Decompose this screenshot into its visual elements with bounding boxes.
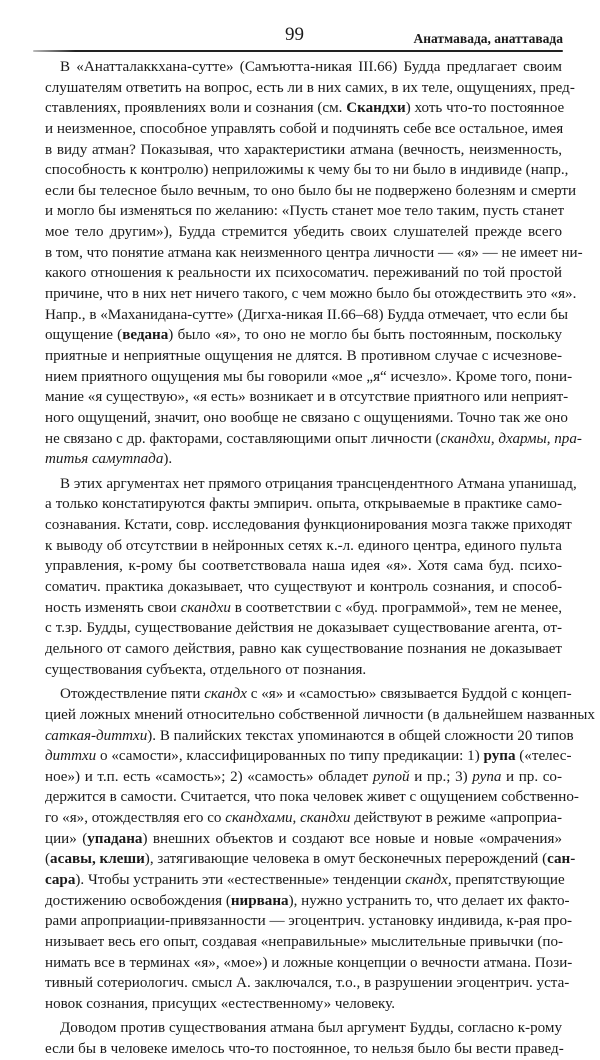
text-line: ции» (упадана) внешних объектов и создают все новые и новые «омрачения»	[45, 830, 562, 847]
text-line: в виду атман? Показывая, что характеристики атмана (вечность, неизменность,	[45, 141, 562, 158]
paragraph	[45, 684, 595, 1014]
text-line: В этих аргументах нет прямого отрицания трансцендентного Атмана упанишад,	[60, 475, 577, 492]
text-line: ного ощущений, значит, оно вообще не связано с ощущениями. Точно так же оно	[45, 409, 568, 426]
text-line: низывает весь его опыт, создавая «неправильные» мыслительные привычки (по-	[45, 933, 564, 950]
header-rule	[33, 50, 563, 52]
text-line: сара). Чтобы устранить эти «естественные» тенденции скандх, препятствующие	[45, 871, 565, 888]
text-line: ное») и т.п. есть «самость»; 2) «самость» обладет рупой и пр.; 3) рупа и пр. со-	[45, 768, 562, 785]
text-line: и могло бы изменяться по желанию: «Пусть станет мое тело таким, пусть станет	[45, 203, 565, 220]
text-line: способность к контролю) неприложимы к чему бы то ни было в индивиде (напр.,	[45, 162, 569, 179]
text-line: тивный сотериологич. смысл А. заключался, т.о., в разрушении эгоцентрич. уста-	[45, 975, 570, 992]
text-line: управления, к-рому бы соответствовала наша идея «я». Хотя сама буд. психо-	[45, 558, 562, 575]
text-line: слушателям ответить на вопрос, есть ли в них самих, в их теле, ощущениях, пред-	[45, 79, 575, 96]
paragraph	[45, 474, 577, 680]
text-line: цией ложных мнений относительно собственной личности (в дальнейшем названных	[45, 706, 595, 723]
text-line: а только констатируются факты эмпирич. опыта, открываемые в практике само-	[45, 496, 562, 513]
text-line: ность изменять свои скандхи в соответствии с «буд. программой», тем не менее,	[45, 599, 562, 616]
text-line: нимать все в терминах «я», «мое») и ложные концепции о вечности атмана. Пози-	[45, 954, 573, 971]
page-number: 99	[285, 24, 304, 45]
paragraph	[45, 1018, 562, 1059]
text-line: ощущение (ведана) было «я», то оно не могло бы быть постоянным, поскольку	[45, 327, 562, 344]
text-line: приятные и неприятные ощущения не длятся. В противном случае с исчезнове-	[45, 347, 562, 364]
text-line: в том, что понятие атмана как неизменного центра личности — «я» — не имеет ни-	[45, 244, 583, 261]
page-header	[33, 22, 563, 52]
text-line: если бы в человеке имелось что-то постоянное, то нельзя было бы вести правед-	[45, 1041, 564, 1058]
text-line: (асавы, клеши), затягивающие человека в омут бесконечных перерождений (сан-	[45, 851, 576, 868]
text-line: саткая-диттхи). В палийских текстах упоминаются в общей сложности 20 типов	[45, 727, 574, 744]
text-line: достижению освобождения (нирвана), нужно устранить то, что делает их факто-	[45, 892, 570, 909]
text-line: диттхи о «самости», классифицированных по типу предикации: 1) рупа («телес-	[45, 748, 572, 765]
text-line: нием приятного ощущения мы бы говорили «мое „я“ исчезло». Кроме того, пони-	[45, 368, 573, 385]
text-line: не связано с др. факторами, составляющими опыт личности (скандхи, дхармы, пра-	[45, 430, 582, 447]
text-line: если бы телесное было вечным, то оно было бы не подвержено болезням и смерти	[45, 182, 577, 199]
text-line: го «я», отождествляя его со скандхами, скандхи действуют в режиме «апроприа-	[45, 810, 562, 827]
text-line: дельного от самого действия, равно как существование познания не доказывает	[45, 640, 562, 657]
text-line: мание «я существую», «я есть» возникает и в отсутствие приятного или неприят-	[45, 389, 569, 406]
text-line: новок сознания, присущих «естественному» человеку.	[45, 995, 395, 1012]
text-line: соматич. практика доказывает, что существуют и контроль сознания, и способ-	[45, 579, 562, 596]
text-line: причине, что в них нет ничего такого, с чем можно было бы отождествить это «я».	[45, 286, 577, 303]
text-line: к выводу об отсутствии в нейронных сетях к.-л. единого центра, единого пульта	[45, 537, 562, 554]
text-line: В «Анатталаккхана-сутте» (Самъютта-никая III.66) Будда предлагает своим	[60, 59, 562, 75]
text-line: мое тело другим»), Будда стремится убедить своих слушателей прежде всего	[45, 224, 562, 241]
text-line: сознавания. Кстати, совр. исследования функционирования мозга также приходят	[45, 517, 572, 534]
text-line: существования субъекта, отдельного от познания.	[45, 661, 367, 678]
text-line: держится в самости. Считается, что пока человек живет с ощущением собственно-	[45, 789, 579, 806]
text-line: Напр., в «Маханидана-сутте» (Дигха-никая II.66–68) Будда отмечает, что если бы	[45, 306, 569, 323]
article-body	[45, 57, 595, 1060]
text-line: ставлениях, проявлениях воли и сознания (см. Скандхи) хоть что-то постоянное	[45, 100, 565, 117]
text-line: титья самутпада).	[45, 451, 173, 468]
text-line: и неизменное, способное управлять собой и подчинять себе все остальное, имея	[45, 120, 564, 137]
paragraph	[45, 57, 583, 470]
text-line: Отождествление пяти скандх с «я» и «самостью» связывается Буддой с концеп-	[60, 686, 572, 703]
text-line: с т.зр. Будды, существование действия не доказывает существование агента, от-	[45, 620, 562, 637]
running-head: Анатмавада, анаттавада	[413, 31, 563, 46]
text-line: Доводом против существования атмана был аргумент Будды, согласно к-рому	[60, 1020, 562, 1037]
text-line: какого отношения к реальности их психосоматич. переживаний по той простой	[45, 265, 562, 282]
text-line: рами апроприации-привязанности — эгоцентрич. установку индивида, к-рая про-	[45, 913, 573, 930]
